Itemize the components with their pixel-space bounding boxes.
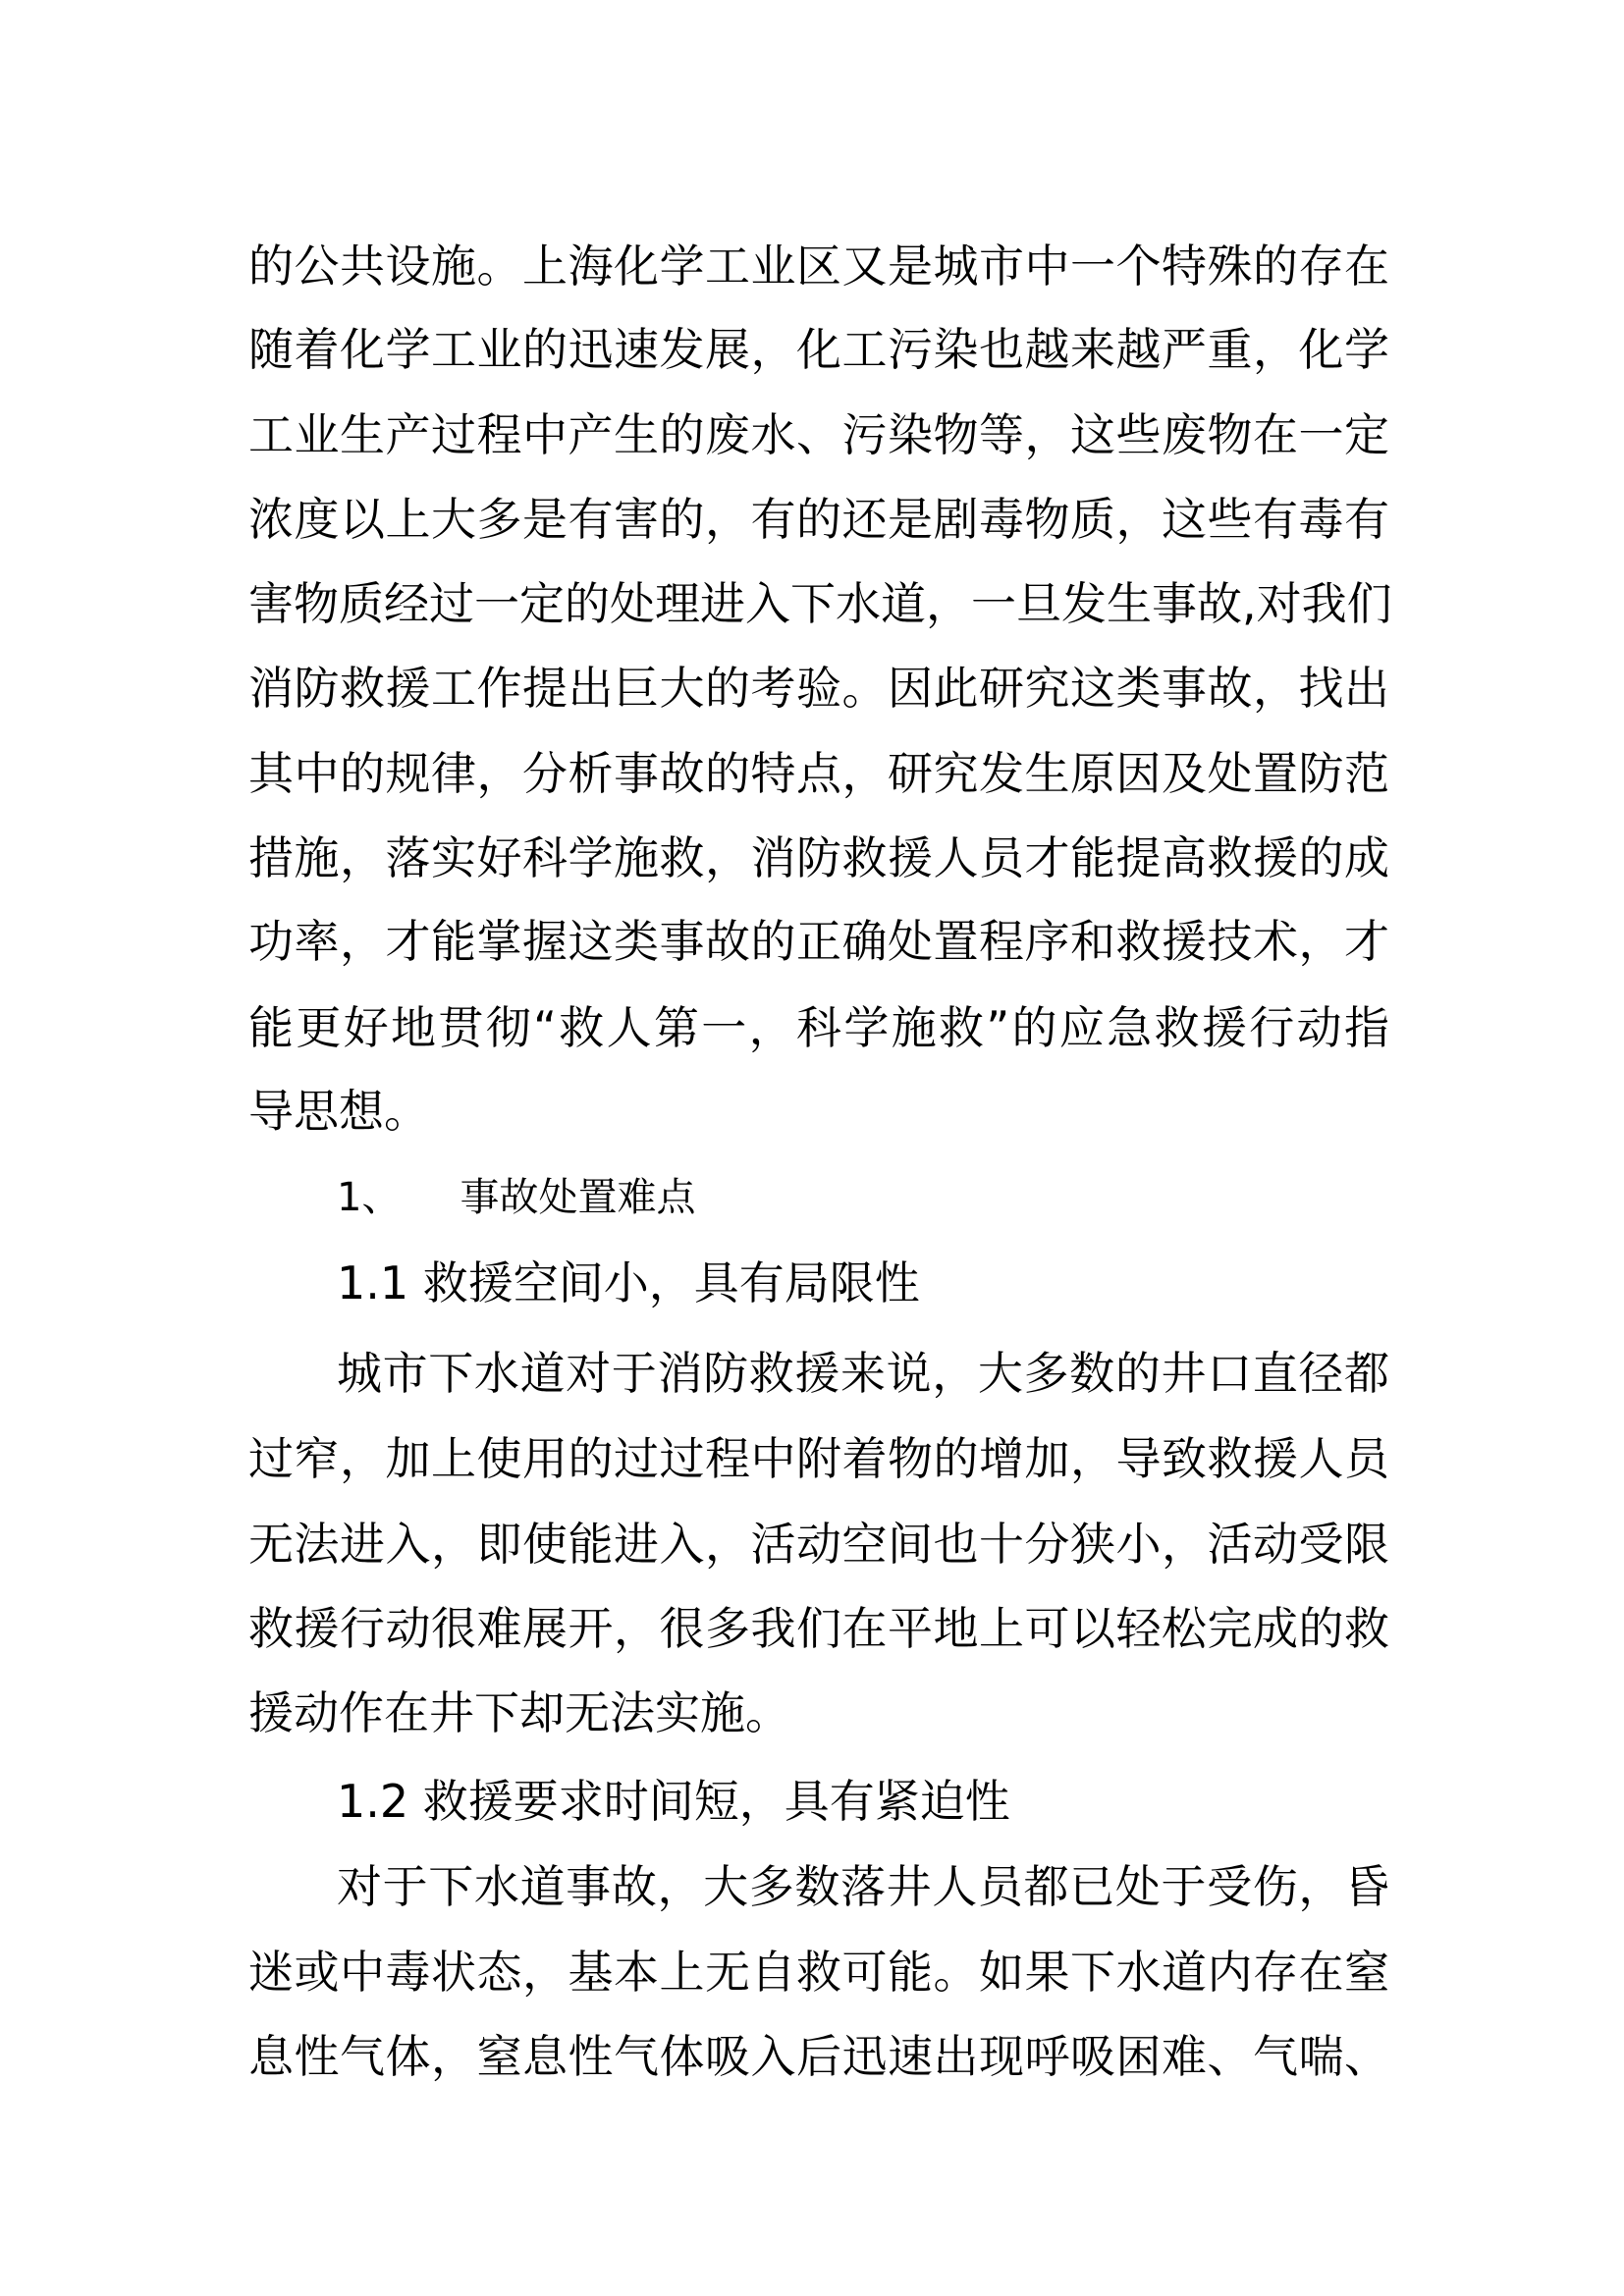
- paragraph-line: 救援行动很难展开，很多我们在平地上可以轻松完成的救: [248, 1602, 1389, 1655]
- paragraph-line: 的公共设施。上海化学工业区又是城市中一个特殊的存在: [248, 240, 1389, 293]
- paragraph-line: 援动作在井下却无法实施。: [248, 1686, 790, 1739]
- paragraph-line: 工业生产过程中产生的废水、污染物等，这些废物在一定: [248, 408, 1389, 461]
- paragraph-line: 能更好地贯彻“救人第一，科学施救”的应急救援行动指: [248, 1001, 1389, 1054]
- paragraph-line: 迷或中毒状态，基本上无自救可能。如果下水道内存在窒: [248, 1946, 1389, 1999]
- section-title: 事故处置难点: [460, 1175, 696, 1220]
- section-number: 1、: [337, 1175, 402, 1220]
- paragraph-line: 浓度以上大多是有害的，有的还是剧毒物质，这些有毒有: [248, 493, 1389, 546]
- paragraph-line: 措施，落实好科学施救，消防救援人员才能提高救援的成: [248, 831, 1389, 884]
- paragraph-line: 对于下水道事故，大多数落井人员都已处于受伤，昏: [337, 1860, 1389, 1913]
- paragraph-line: 导思想。: [248, 1085, 429, 1138]
- paragraph-line: 息性气体，窒息性气体吸入后迅速出现呼吸困难、气喘、: [248, 2030, 1389, 2083]
- paragraph-line: 害物质经过一定的处理进入下水道，一旦发生事故,对我们: [248, 577, 1392, 630]
- paragraph-line: 其中的规律，分析事故的特点，研究发生原因及处置防范: [248, 747, 1389, 800]
- paragraph-line: 消防救援工作提出巨大的考验。因此研究这类事故，找出: [248, 662, 1389, 715]
- paragraph-line: 城市下水道对于消防救援来说，大多数的井口直径都: [337, 1347, 1389, 1400]
- paragraph-line: 功率，才能掌握这类事故的正确处置程序和救援技术，才: [248, 915, 1389, 968]
- paragraph-line: 过窄，加上使用的过过程中附着物的增加，导致救援人员: [248, 1432, 1389, 1485]
- subsection-heading: 1.1 救援空间小，具有局限性: [337, 1256, 920, 1309]
- subsection-heading: 1.2 救援要求时间短，具有紧迫性: [337, 1775, 1010, 1828]
- paragraph-line: 无法进入，即使能进入，活动空间也十分狭小，活动受限: [248, 1518, 1389, 1571]
- paragraph-line: 随着化学工业的迅速发展，化工污染也越来越严重，化学: [248, 323, 1389, 376]
- section-heading: [337, 1168, 1478, 1227]
